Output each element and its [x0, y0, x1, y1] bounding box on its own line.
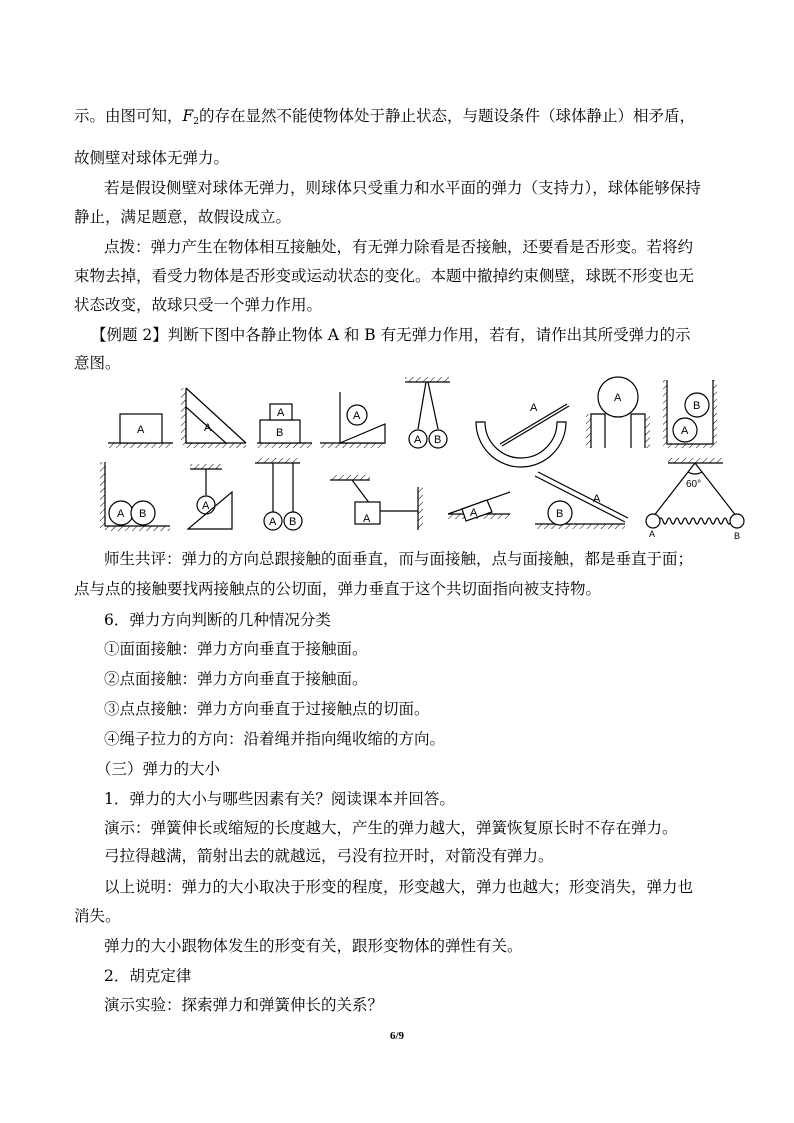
paragraph-line: 演示实验：探索弹力和弹簧伸长的关系？	[104, 996, 384, 1014]
label-a: A	[204, 422, 212, 434]
label-a: A	[414, 434, 422, 446]
fig-stacked-blocks	[257, 404, 312, 448]
paragraph-line: 若是假设侧壁对球体无弹力，则球体只受重力和水平面的弹力（支持力），球体能够保持	[104, 179, 701, 197]
label-a: A	[593, 493, 601, 505]
label-b: B	[734, 531, 741, 541]
elastic-force-figures	[100, 372, 760, 542]
paragraph-line: 弹力的大小跟物体发生的形变有关，跟形变物体的弹性有关。	[104, 937, 523, 955]
paragraph-line: 以上说明：弹力的大小取决于形变的程度，形变越大，弹力也越大；形变消失，弹力也	[104, 878, 694, 896]
paragraph-line: 点与点的接触要找两接触点的公切面，弹力垂直于这个共切面指向被支持物。	[74, 580, 602, 598]
fig-spring-balls-60	[646, 458, 744, 528]
fig-block-rope-wall	[330, 475, 423, 530]
fig-wall-incline-block	[181, 388, 246, 448]
label-a: A	[277, 407, 285, 419]
subscript: 2	[193, 117, 200, 127]
section-heading: 2．胡克定律	[104, 967, 192, 985]
label-a: A	[614, 392, 622, 404]
paragraph-line: 1．弹力的大小与哪些因素有关？阅读课本并回答。	[104, 790, 455, 808]
label-a: A	[681, 425, 689, 437]
paragraph-line: 静止，满足题意，故假设成立。	[74, 208, 292, 226]
fig-ball-plank	[535, 472, 628, 529]
label-a: A	[470, 507, 478, 519]
fig-balls-in-container	[663, 380, 717, 448]
label-a: A	[530, 402, 538, 414]
text-run: 的存在显然不能使物体处于静止状态，与题设条件（球体静止）相矛盾，	[199, 107, 696, 125]
paragraph-line: 故侧壁对球体无弹力。	[74, 149, 230, 167]
label-a: A	[137, 424, 145, 436]
paragraph-line: 状态改变，故球只受一个弹力作用。	[74, 296, 323, 314]
paragraph-line: 弓拉得越满，箭射出去的就越远，弓没有拉开时，对箭没有弹力。	[104, 847, 554, 865]
label-b: B	[556, 508, 564, 520]
label-b: B	[289, 516, 297, 528]
fig-hanging-two-balls	[405, 377, 450, 448]
list-item: ③点点接触：弹力方向垂直于过接触点的切面。	[104, 700, 430, 718]
label-b: B	[276, 427, 284, 439]
label-a: A	[353, 410, 361, 422]
paragraph-line	[74, 106, 794, 132]
label-b: B	[434, 434, 442, 446]
paragraph-line: 演示：弹簧伸长或缩短的长度越大，产生的弹力越大，弹簧恢复原长时不存在弹力。	[104, 819, 678, 837]
variable-f: $F_2$	[182, 107, 200, 127]
example-heading: 【例题 2】判断下图中各静止物体 A 和 B 有无弹力作用，若有，请作出其所受弹力的示	[91, 326, 691, 344]
text-run: 示。由图可知，	[74, 107, 183, 125]
label-b: B	[139, 508, 147, 520]
section-heading: 6．弹力方向判断的几种情况分类	[104, 611, 331, 629]
paragraph-line: 点拨：弹力产生在物体相互接触处，有无弹力除看是否接触，还要看是否形变。若将约	[104, 238, 694, 256]
fig-ball-on-supports	[586, 377, 650, 448]
paragraph-line: 意图。	[74, 354, 121, 372]
label-a: A	[649, 529, 656, 539]
page-number: 6/9	[389, 1030, 405, 1042]
label-a: A	[202, 500, 210, 512]
paragraph-line: 师生共评：弹力的方向总跟接触的面垂直，而与面接触，点与面接触，都是垂直于面；	[104, 550, 694, 568]
fig-balls-in-corner	[100, 462, 170, 531]
label-angle: 60°	[686, 479, 702, 490]
list-item: ①面面接触：弹力方向垂直于接触面。	[104, 640, 368, 658]
label-a: A	[363, 513, 371, 525]
paragraph-line: 束物去掉，看受力物体是否形变或运动状态的变化。本题中撤掉约束侧壁，球既不形变也无	[74, 267, 695, 285]
section-heading: （三）弹力的大小	[96, 760, 221, 778]
list-item: ②点面接触：弹力方向垂直于接触面。	[104, 670, 368, 688]
fig-rod-in-bowl	[476, 404, 569, 467]
list-item: ④绳子拉力的方向：沿着绳并指向绳收缩的方向。	[104, 730, 446, 748]
fig-hanging-ball-incline	[188, 464, 232, 529]
fig-block-on-incline	[448, 492, 510, 521]
label-a: A	[269, 516, 277, 528]
label-b: B	[693, 400, 701, 412]
paragraph-line: 消失。	[74, 907, 121, 925]
label-a: A	[117, 508, 125, 520]
